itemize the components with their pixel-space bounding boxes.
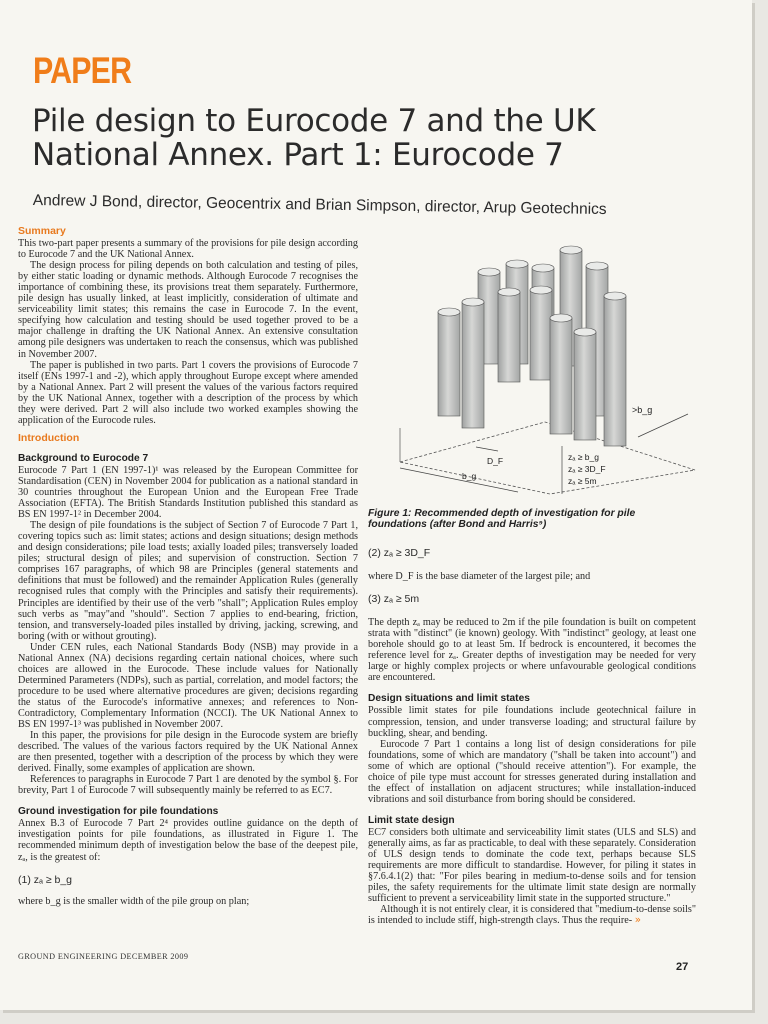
pile-cylinders	[438, 246, 626, 446]
z-label-1: zₐ ≥ b_g	[568, 452, 599, 462]
equation-2: (2) zₐ ≥ 3D_F	[368, 547, 431, 559]
summary-para-3: The paper is published in two parts. Part 1 covers the provisions of Eurocode 7 itself (ENs 1997-1 and -2), which apply throughout Europe except where amended by a National Annex. Part 2 will present the values of the various factors required by the UK National Annex, together with a description of the process by which they were derived. Part 2 will also include two worked examples showing the application of the Eurocode rules.	[18, 359, 358, 426]
z-label-3: zₐ ≥ 5m	[568, 476, 597, 486]
equation-2-note: where D_F is the base diameter of the largest pile; and	[368, 571, 591, 583]
width-label: >b_g	[632, 405, 653, 415]
section-tag: PAPER	[33, 50, 132, 91]
summary-heading: Summary	[18, 225, 66, 237]
byline: Andrew J Bond, director, Geocentrix and Brian Simpson, director, Arup Geotechnics	[32, 192, 607, 219]
journal-footer: GROUND ENGINEERING DECEMBER 2009	[18, 952, 189, 961]
df-label: D_F	[487, 456, 504, 466]
intro-para-4: In this paper, the provisions for pile design in the Eurocode system are briefly described. The values of the various factors required by the UK National Annex are then presented, together with a description of the process by which they were derived. Finally, some examples of application are shown.	[18, 730, 358, 775]
continue-marker: »	[634, 915, 641, 927]
equation-1: (1) zₐ ≥ b_g	[18, 873, 73, 886]
z-label-2: zₐ ≥ 3D_F	[568, 464, 606, 474]
left-column	[18, 226, 358, 907]
article-title: Pile design to Eurocode 7 and the UK National Annex. Part 1: Eurocode 7	[32, 103, 596, 173]
equation-1-note: where b_g is the smaller width of the pile group on plan;	[18, 895, 250, 907]
introduction-heading: Introduction	[18, 431, 80, 444]
equation-3: (3) zₐ ≥ 5m	[368, 593, 420, 606]
page-number: 27	[676, 961, 689, 973]
bg-dimension-line	[400, 468, 518, 492]
right-column	[368, 548, 696, 926]
design-situations-para-1: Possible limit states for pile foundations include geotechnical failure in compression, tension, and under transverse loading; and structural failure by buckling, shear, and bending.	[368, 705, 696, 739]
background-subheading: Background to Eurocode 7	[18, 452, 149, 464]
limit-state-para-1: EC7 considers both ultimate and serviceability limit states (ULS and SLS) and generally aims, as far as practicable, to deal with these separately. Consideration of ULS design tends to dominate the code text, perhaps because SLS requirements are more difficult to standardise. However, for piling it states in §7.6.4.1(2) that: "For piles bearing in medium-to-dense soils and for tension piles, the safety requirements for the ultimate limit state design are normally sufficient to prevent a serviceability limit state in the supported structure."	[368, 826, 696, 905]
base-outline	[400, 422, 695, 494]
depth-reduction-para: The depth zₐ may be reduced to 2m if the pile foundation is built on competent strata with "distinct" (ie known) geology. With "indistinct" geology, at least one borehole should go to at least 5m. If bedrock is encountered, it becomes the reference level for zₐ. Greater depths of investigation may be needed for very large or highly complex projects or where unfavourable geological conditions are encountered.	[368, 617, 696, 684]
design-situations-heading: Design situations and limit states	[368, 693, 530, 705]
limit-state-heading: Limit state design	[368, 814, 455, 826]
design-situations-para-2: Eurocode 7 Part 1 contains a long list of design considerations for pile foundations, some of which are mandatory ("shall be taken into account") and some of which are optional ("should receive attention"). For example, the choice of pile type must account for stresses generated during installation and the effect of installation on adjacent structures; while installation-induced vibrations and soil disturbance from boring should be considered.	[368, 738, 696, 805]
intro-para-2: The design of pile foundations is the subject of Section 7 of Eurocode 7 Part 1, covering topics such as: limit states; actions and design situations; design methods and design considerations; pile load tests; axially loaded piles; transversely loaded piles; structural design of piles; and supervision of construction. Section 7 comprises 167 paragraphs, of which 98 are Principles (general statements and definitions that must be followed) and the remainder Application Rules (generally recognised rules that comply with the Principles and satisfy their requirements). Principles are identified by their use of the verb "shall"; Application Rules employ such verbs as "may"and "should". Section 7 applies to end-bearing, friction, tension, and transversely-loaded piles installed by driving, jacking, screwing, and boring (with or without grouting).	[18, 520, 358, 642]
ground-investigation-heading: Ground investigation for pile foundations	[18, 806, 219, 818]
intro-para-5: References to paragraphs in Eurocode 7 Part 1 are denoted by the symbol §. For brevity, Part 1 of Eurocode 7 will subsequently mainly be referred to as EC7.	[18, 774, 358, 797]
bg-label: b_g	[462, 471, 477, 481]
intro-para-3: Under CEN rules, each National Standards Body (NSB) may provide in a National Annex (NA) decisions regarding certain national choices, where such choices are allowed in the Eurocode. These include values for Nationally Determined Parameters (NDPs), such as partial, correlation, and model factors; the procedure to be used where alternative procedures are given; decisions regarding the status of the Eurocode's informative annexes; and references to Non-Contradictory, Complementary Information (NCCI). The UK National Annex to BS EN 1997-1³ was published in November 2007.	[18, 641, 358, 731]
pile-group-diagram	[370, 232, 696, 500]
width-dimension-line	[638, 414, 688, 437]
summary-para-1: This two-part paper presents a summary of the provisions for pile design according to Eurocode 7 and the UK National Annex.	[18, 238, 358, 261]
summary-para-2: The design process for piling depends on both calculation and testing of piles, by either static loading or dynamic methods. Although Eurocode 7 recognises the importance of combining these, its provisions treat them separately. Furthermore, pile design has usually linked, at least implicitly, consideration of ultimate and serviceability limit states; this remains the case in Eurocode 7. In the event, specifying how calculation and testing should be used together proved to be a major challenge in drafting the UK National Annex. An extensive consultation among pile designers was undertaken to reach the consensus, which was published in November 2007.	[18, 260, 358, 360]
intro-para-1: Eurocode 7 Part 1 (EN 1997-1)¹ was released by the European Committee for Standardisation (CEN) in November 2004 for publication as a national standard in 30 countries throughout the European Union and the European Free Trade Association (EFTA). The British Standards Institution published this standard as BS EN 1997-1² in December 2004.	[18, 464, 358, 521]
limit-state-para-2-text: Although it is not entirely clear, it is considered that "medium-to-dense soils" is intended to include stiff, high-strength clays. Thus the require-	[368, 904, 696, 927]
df-dimension-line	[476, 447, 498, 451]
figure-caption: Figure 1: Recommended depth of investigation for pile foundations (after Bond and Harris⁹)	[368, 508, 636, 531]
ground-investigation-para: Annex B.3 of Eurocode 7 Part 2⁴ provides outline guidance on the depth of investigation points for pile foundations, as illustrated in Figure 1. The recommended minimum depth of investigation below the base of the deepest pile, zₐ, is the greatest of:	[18, 818, 358, 863]
pile-group-figure	[370, 232, 696, 500]
limit-state-para-2	[368, 904, 696, 926]
